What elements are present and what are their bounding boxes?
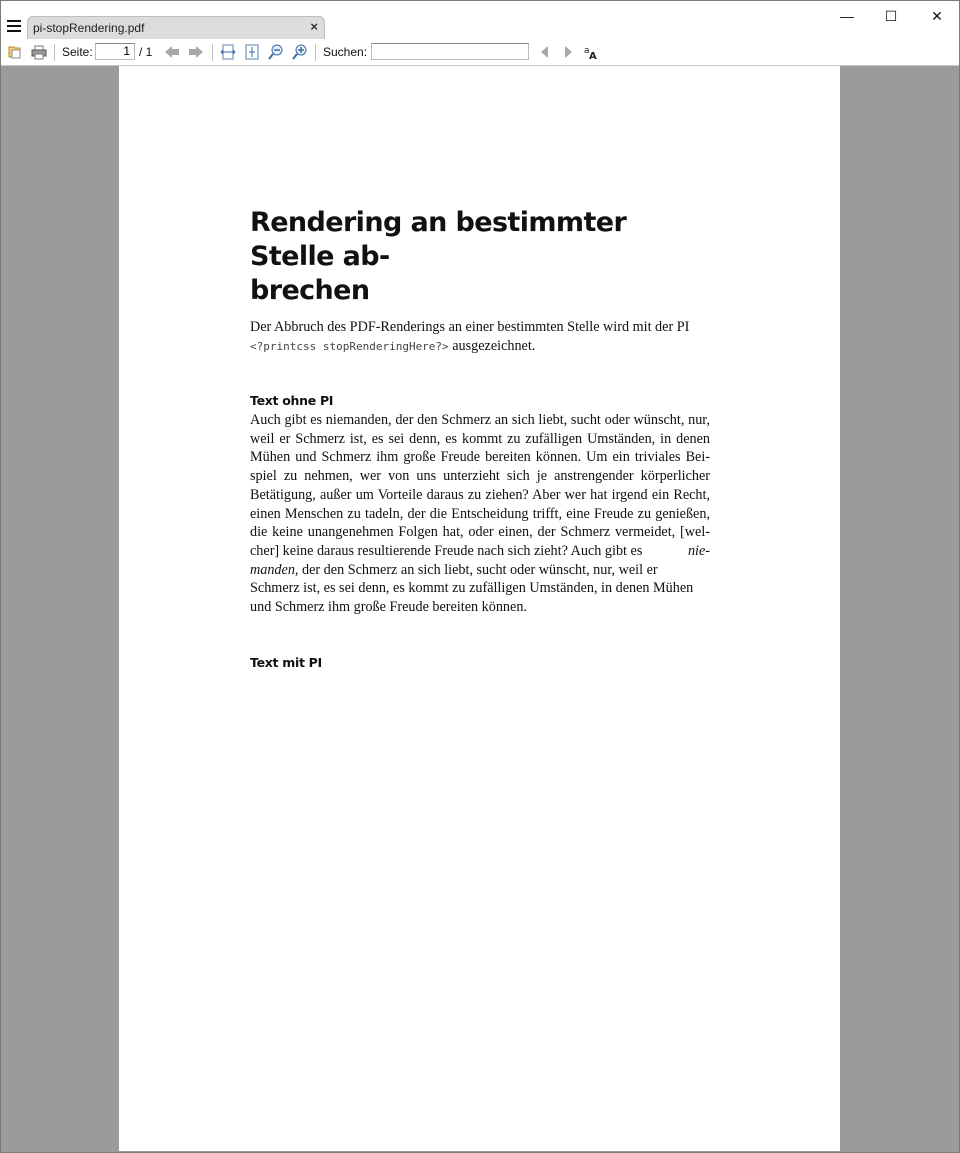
paragraph-line: und Schmerz ihm große Freude bereiten können. xyxy=(250,599,527,616)
section-heading: Text mit PI xyxy=(250,655,322,670)
close-button[interactable]: ✕ xyxy=(931,8,943,24)
page-label: Seite: xyxy=(62,45,93,59)
paragraph-text: , der den Schmerz an sich liebt, sucht oder wünscht, nur, weil er xyxy=(294,561,658,578)
fit-width-icon[interactable] xyxy=(220,44,236,60)
search-next-icon[interactable] xyxy=(560,44,576,60)
tab-close-icon[interactable]: × xyxy=(310,19,318,34)
paragraph-line: Auch gibt es niemanden, der den Schmerz an sich liebt, sucht oder wünscht, nur, xyxy=(250,412,710,428)
title-bar xyxy=(1,1,959,41)
paragraph-line xyxy=(250,561,710,580)
paragraph-line: die keine unangenehmen Folgen hat, oder einen, der Schmerz vermeidet, [wel- xyxy=(250,524,710,541)
code-snippet: <?printcss stopRenderingHere?> xyxy=(250,340,449,353)
document-title xyxy=(250,206,710,308)
section-heading: Text ohne PI xyxy=(250,393,334,408)
intro-rest: ausgezeichnet. xyxy=(448,338,536,354)
italic-text: nie- xyxy=(687,542,710,559)
body-paragraph xyxy=(250,411,710,617)
pdf-page xyxy=(119,66,840,1151)
page-number-input[interactable]: 1 xyxy=(95,43,135,60)
document-tab[interactable] xyxy=(27,16,325,39)
search-label: Suchen: xyxy=(323,45,368,59)
title-line: brechen xyxy=(250,275,370,306)
page-content xyxy=(250,206,710,670)
tab-title: pi-stopRendering.pdf xyxy=(33,21,145,35)
title-line: Rendering an bestimmter Stelle ab- xyxy=(250,207,627,272)
page-total: / 1 xyxy=(139,45,153,59)
next-page-icon[interactable] xyxy=(188,44,204,60)
toolbar xyxy=(1,41,959,66)
intro-line xyxy=(250,337,710,356)
zoom-in-icon[interactable] xyxy=(292,44,308,60)
separator xyxy=(212,44,213,61)
separator xyxy=(54,44,55,61)
paragraph-text: cher] keine daraus resultierende Freude nach sich zieht? Auch gibt es xyxy=(250,542,643,559)
open-file-icon[interactable] xyxy=(7,44,23,60)
search-input[interactable] xyxy=(371,43,529,60)
paragraph-line: einen Menschen zu tadeln, der die Entscheidung trifft, eine Freude zu genießen, xyxy=(250,505,710,522)
paragraph-line: spiel zu nehmen, wer von uns unterzieht sich je anstrengender körperlicher xyxy=(250,468,710,485)
menu-icon[interactable] xyxy=(7,20,21,32)
intro-paragraph xyxy=(250,318,710,356)
maximize-button[interactable]: ☐ xyxy=(884,8,898,24)
italic-text: manden xyxy=(250,561,295,578)
prev-page-icon[interactable] xyxy=(164,44,180,60)
search-prev-icon[interactable] xyxy=(537,44,553,60)
match-case-icon[interactable] xyxy=(584,44,600,60)
intro-line: Der Abbruch des PDF-Renderings an einer bestimmten Stelle wird mit der PI xyxy=(250,319,690,335)
zoom-out-icon[interactable] xyxy=(268,44,284,60)
fit-page-icon[interactable] xyxy=(244,44,260,60)
print-icon[interactable] xyxy=(31,44,47,60)
svg-text:A: A xyxy=(589,51,597,60)
paragraph-line xyxy=(250,542,710,561)
minimize-button[interactable]: — xyxy=(840,8,854,24)
svg-text:a: a xyxy=(584,46,590,56)
separator xyxy=(315,44,316,61)
paragraph-line: Schmerz ist, es sei denn, es kommt zu zufälligen Umständen, in denen Mühen xyxy=(250,580,694,597)
paragraph-line: Betätigung, außer um Vorteile daraus zu ziehen? Aber wer hat irgend ein Recht, xyxy=(250,486,710,503)
paragraph-line: weil er Schmerz ist, es sei denn, es kommt zu zufälligen Umständen, in denen xyxy=(250,430,710,447)
paragraph-line: Mühen und Schmerz ihm große Freude bereiten können. Um ein triviales Bei- xyxy=(250,449,710,466)
